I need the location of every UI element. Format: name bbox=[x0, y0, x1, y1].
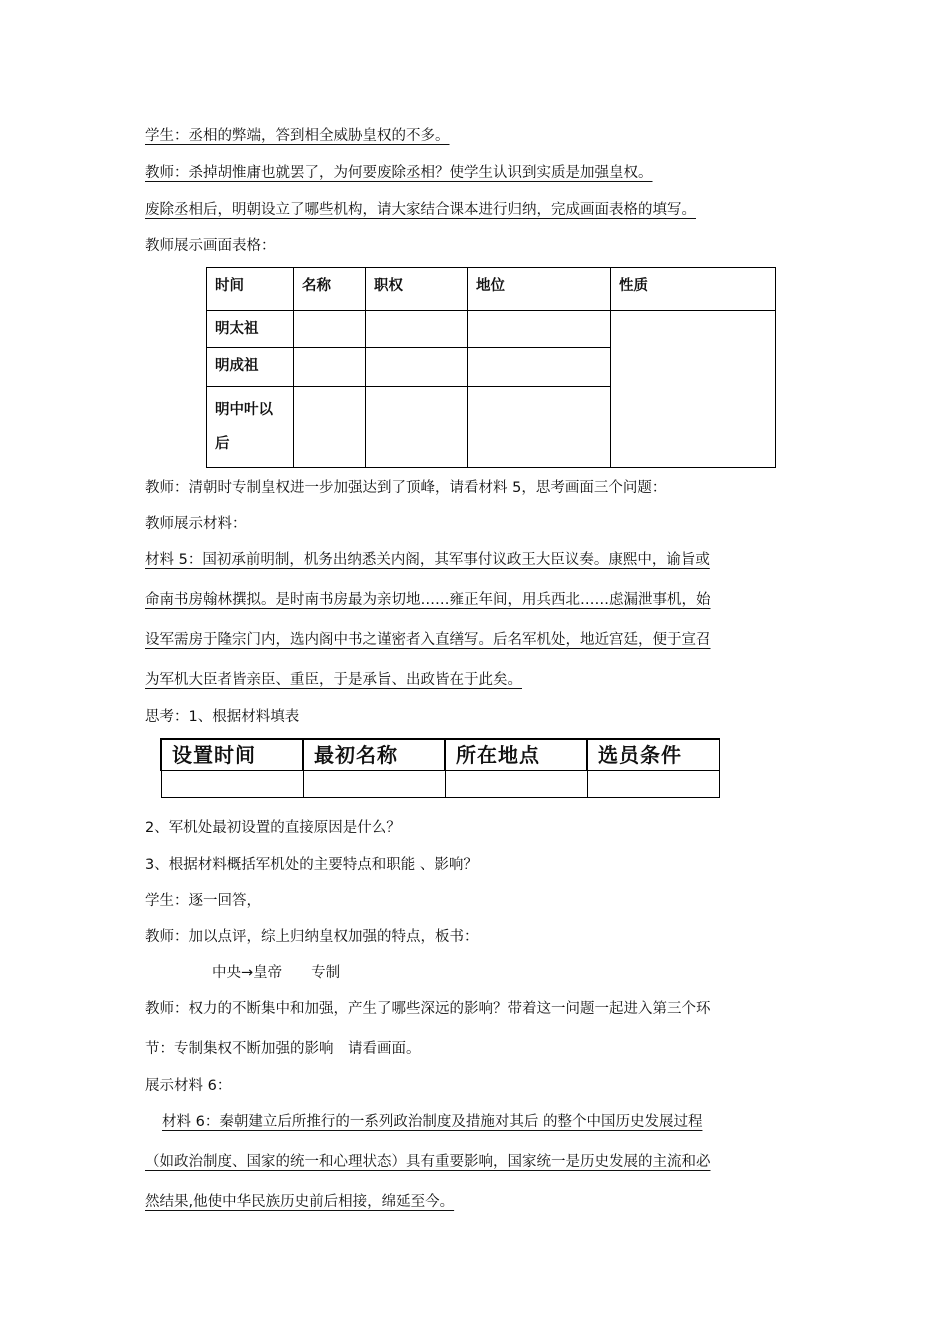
table-cell-empty bbox=[366, 387, 468, 468]
table-cell-empty bbox=[468, 348, 611, 387]
table-header-cell: 职权 bbox=[366, 268, 468, 311]
table-row-label: 明成祖 bbox=[207, 348, 294, 387]
material5-line: 设军需房于隆宗门内，选内阁中书之谨密者入直缮写。后名军机处，地近宫廷，便于宣召 bbox=[145, 632, 711, 648]
table-cell-empty bbox=[303, 771, 445, 798]
paragraph-teacher-impact: 教师：权力的不断集中和加强，产生了哪些深远的影响？带着这一问题一起进入第三个环 bbox=[145, 1001, 711, 1017]
table-header-cell: 所在地点 bbox=[445, 739, 587, 771]
question-3: 3、根据材料概括军机处的主要特点和职能 、影响？ bbox=[145, 857, 478, 873]
table-cell-empty bbox=[445, 771, 587, 798]
table-cell-empty bbox=[366, 348, 468, 387]
table-header-cell: 性质 bbox=[611, 268, 776, 311]
paragraph-student-reply: 学生：逐一回答， bbox=[145, 893, 261, 909]
question-1: 思考：1、根据材料填表 bbox=[145, 709, 300, 725]
paragraph-show-material: 教师展示材料： bbox=[145, 516, 247, 532]
table-row-label: 明太祖 bbox=[207, 311, 294, 348]
table-header-cell: 选员条件 bbox=[587, 739, 720, 771]
table-cell-empty bbox=[468, 311, 611, 348]
table-cell-empty bbox=[468, 387, 611, 468]
table-header-cell: 最初名称 bbox=[303, 739, 445, 771]
junjichu-table bbox=[160, 738, 720, 798]
paragraph-teacher-impact-cont: 节：专制集权不断加强的影响 请看画面。 bbox=[145, 1041, 421, 1057]
table-cell-empty bbox=[161, 771, 303, 798]
table-cell-empty bbox=[611, 311, 776, 468]
paragraph-teacher-question: 教师：杀掉胡惟庸也就罢了，为何要废除丞相？使学生认识到实质是加强皇权。 bbox=[145, 165, 653, 181]
question-2: 2、军机处最初设置的直接原因是什么？ bbox=[145, 820, 401, 836]
table-cell-empty bbox=[294, 387, 366, 468]
table-header-cell: 名称 bbox=[294, 268, 366, 311]
table-cell-empty bbox=[294, 348, 366, 387]
table-header-cell: 设置时间 bbox=[161, 739, 303, 771]
paragraph-student-answer: 学生：丞相的弊端，答到相全威胁皇权的不多。 bbox=[145, 128, 450, 144]
table-header-cell: 地位 bbox=[468, 268, 611, 311]
table-cell-empty bbox=[294, 311, 366, 348]
paragraph-institutions-task: 废除丞相后，明朝设立了哪些机构，请大家结合课本进行归纳，完成画面表格的填写。 bbox=[145, 202, 696, 218]
paragraph-qing-intro: 教师：清朝时专制皇权进一步加强达到了顶峰，请看材料 5，思考画面三个问题： bbox=[145, 480, 667, 496]
table-row-label: 明中叶以后 bbox=[207, 387, 294, 468]
material6-line: 然结果,他使中华民族历史前后相接，绵延至今。 bbox=[145, 1194, 455, 1210]
material6-line: （如政治制度、国家的统一和心理状态）具有重要影响，国家统一是历史发展的主流和必 bbox=[145, 1154, 711, 1170]
paragraph-teacher-summary: 教师：加以点评，综上归纳皇权加强的特点，板书： bbox=[145, 929, 479, 945]
material5-line: 为军机大臣者皆亲臣、重臣，于是承旨、出政皆在于此矣。 bbox=[145, 672, 522, 688]
ming-institutions-table bbox=[206, 267, 776, 468]
table-cell-empty bbox=[366, 311, 468, 348]
material5-line: 命南书房翰林撰拟。是时南书房最为亲切地……雍正年间，用兵西北……虑漏泄事机，始 bbox=[145, 592, 711, 608]
material6-line: 材料 6：秦朝建立后所推行的一系列政治制度及措施对其后 的整个中国历史发展过程 bbox=[162, 1114, 703, 1130]
board-writing: 中央→皇帝 专制 bbox=[212, 965, 341, 981]
paragraph-show-table: 教师展示画面表格： bbox=[145, 238, 276, 254]
table-header-cell: 时间 bbox=[207, 268, 294, 311]
paragraph-show-material6: 展示材料 6： bbox=[145, 1078, 232, 1094]
material5-line: 材料 5：国初承前明制，机务出纳悉关内阁，其军事付议政王大臣议奏。康熙中，谕旨或 bbox=[145, 552, 710, 568]
table-cell-empty bbox=[587, 771, 720, 798]
